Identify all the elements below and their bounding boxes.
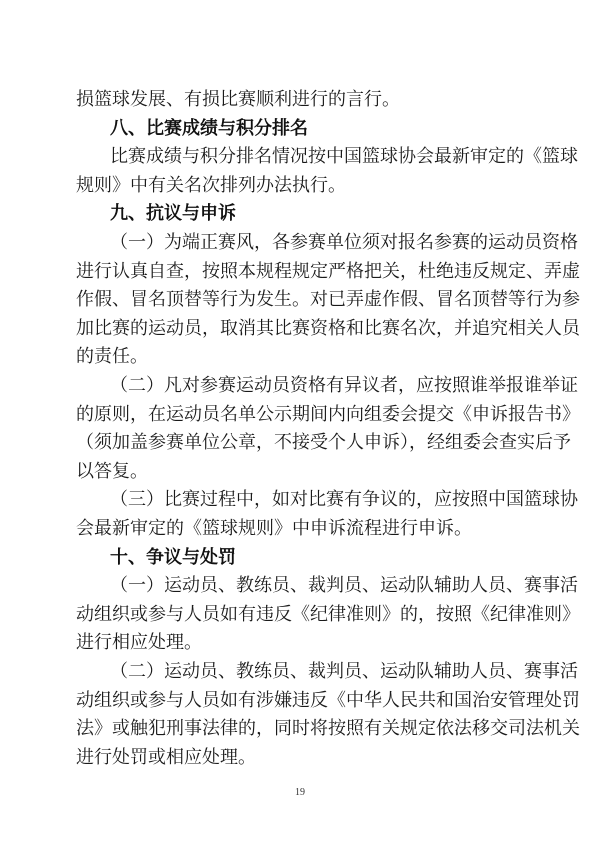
text-line: 损篮球发展、有损比赛顺利进行的言行。 xyxy=(76,89,400,110)
text-line: （二）运动员、教练员、裁判员、运动队辅助人员、赛事活 xyxy=(110,661,578,682)
text-line: 进行相应处理。 xyxy=(76,632,202,653)
text-line: 法》或触犯刑事法律的，同时将按照有关规定依法移交司法机关 xyxy=(76,718,580,739)
text-line: 规则》中有关名次排列办法执行。 xyxy=(76,175,346,196)
text-line: 加比赛的运动员，取消其比赛资格和比赛名次，并追究相关人员 xyxy=(76,318,580,339)
text-line: （须加盖参赛单位公章，不接受个人申诉），经组委会查实后予 xyxy=(76,432,571,453)
section-heading: 八、比赛成绩与积分排名 xyxy=(110,118,308,139)
text-line: 会最新审定的《篮球规则》中申诉流程进行申诉。 xyxy=(76,518,472,539)
text-line: 动组织或参与人员如有违反《纪律准则》的，按照《纪律准则》 xyxy=(76,604,580,625)
text-line: （三）比赛过程中，如对比赛有争议的，应按照中国篮球协 xyxy=(110,489,578,510)
text-line: （二）凡对参赛运动员资格有异议者，应按照谁举报谁举证 xyxy=(110,375,578,396)
text-line: 的原则，在运动员名单公示期间内向组委会提交《申诉报告书》 xyxy=(76,404,580,425)
text-line: 的责任。 xyxy=(76,346,148,367)
section-heading: 九、抗议与申诉 xyxy=(110,203,236,224)
text-line: 以答复。 xyxy=(76,461,148,482)
section-heading: 十、争议与处罚 xyxy=(110,547,236,568)
text-line: 比赛成绩与积分排名情况按中国篮球协会最新审定的《篮球 xyxy=(110,146,578,167)
page-number: 19 xyxy=(295,787,305,798)
text-line: （一）运动员、教练员、裁判员、运动队辅助人员、赛事活 xyxy=(110,575,578,596)
text-line: 进行处罚或相应处理。 xyxy=(76,747,256,768)
text-line: 进行认真自查，按照本规程规定严格把关，杜绝违反规定、弄虚 xyxy=(76,261,580,282)
text-line: （一）为端正赛风，各参赛单位须对报名参赛的运动员资格 xyxy=(110,232,578,253)
text-line: 作假、冒名顶替等行为发生。对已弄虚作假、冒名顶替等行为参 xyxy=(76,289,580,310)
text-line: 动组织或参与人员如有涉嫌违反《中华人民共和国治安管理处罚 xyxy=(76,690,580,711)
